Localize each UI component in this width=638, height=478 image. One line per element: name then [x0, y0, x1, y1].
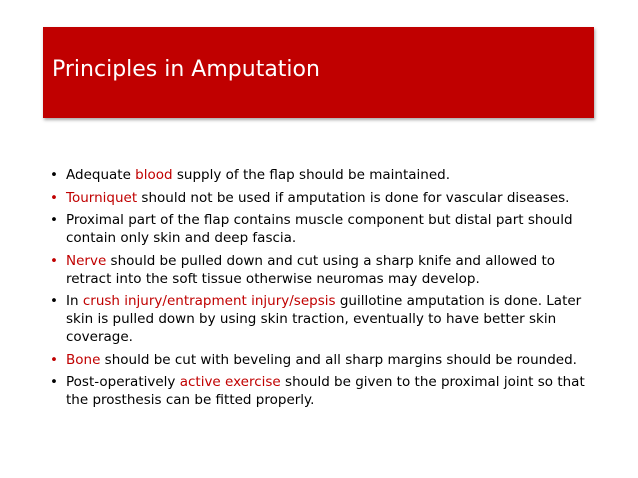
highlighted-term: crush injury/entrapment injury/sepsis: [82, 293, 336, 309]
highlighted-term: Tourniquet: [66, 189, 138, 206]
bullet-dot-icon: •: [50, 189, 58, 206]
slide-title: Principles in Amputation: [52, 57, 320, 82]
bullet-text: Proximal part of the flap contains muscle component but distal part should contain only skin and deep fascia.: [66, 212, 573, 246]
bullet-item: [50, 166, 598, 184]
bullet-text: Adequate: [66, 167, 136, 183]
highlighted-term: Nerve: [66, 252, 107, 269]
bullet-dot-icon: •: [50, 351, 58, 368]
bullet-text: Post-operatively: [66, 374, 180, 390]
bullet-item: [50, 252, 598, 288]
bullet-text: should be cut with beveling and all sharp margins should be rounded.: [100, 351, 577, 368]
bullet-text: guillotine amputation is done. Later skin is pulled down by using skin traction, eventually to have better skin coverage.: [66, 293, 582, 345]
bullet-text: supply of the flap should be maintained.: [172, 167, 450, 183]
bullet-item: [50, 189, 598, 207]
bullet-dot-icon: •: [50, 252, 58, 269]
bullet-item: [50, 211, 598, 247]
bullet-item: [50, 292, 598, 346]
bullet-text: In: [66, 293, 83, 309]
bullet-item: [50, 373, 598, 409]
bullet-text: should be given to the proximal joint so that the prosthesis can be fitted properly.: [66, 374, 585, 408]
bullet-dot-icon: •: [50, 167, 58, 183]
bullet-list: [50, 166, 598, 414]
bullet-dot-icon: •: [50, 374, 58, 390]
title-band: [43, 27, 594, 118]
bullet-text: should be pulled down and cut using a sharp knife and allowed to retract into the soft tissue otherwise neuromas may develop.: [66, 252, 556, 287]
bullet-text: should not be used if amputation is done for vascular diseases.: [137, 189, 570, 206]
bullet-item: [50, 351, 598, 369]
highlighted-term: Bone: [66, 351, 101, 368]
highlighted-term: blood: [135, 167, 173, 183]
bullet-dot-icon: •: [50, 212, 58, 228]
bullet-dot-icon: •: [50, 293, 58, 309]
highlighted-term: active exercise: [179, 374, 281, 390]
